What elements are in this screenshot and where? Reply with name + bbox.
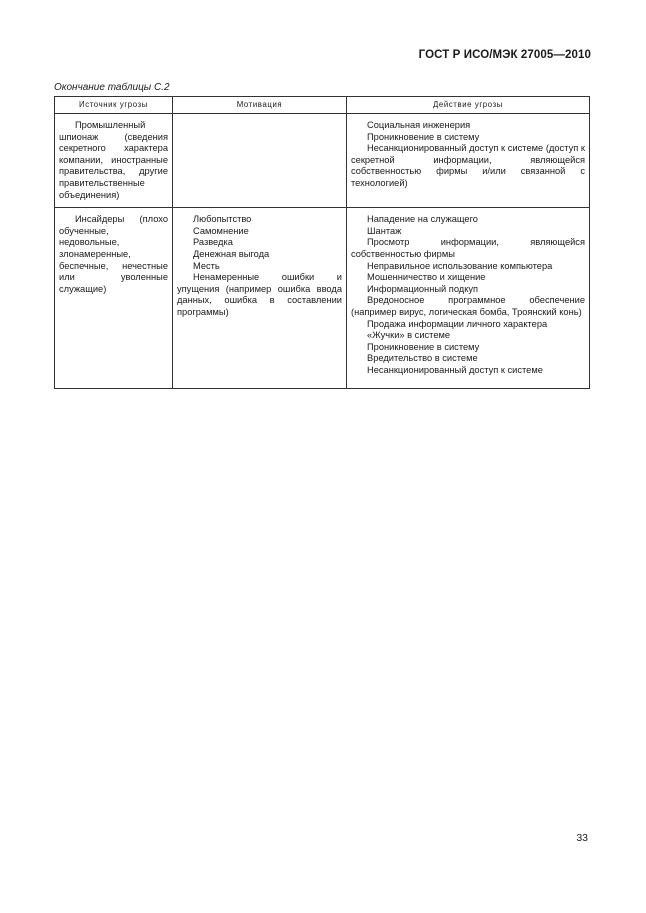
column-header-motivation: Мотивация (173, 97, 347, 114)
cell-actions (347, 208, 590, 389)
action-item: Шантаж (367, 225, 402, 236)
source-text: Промышленный шпионаж (сведения секретного характера компании, иностранные правительства, другие правительственные объединения) (59, 120, 168, 200)
document-standard-code: ГОСТ Р ИСО/МЭК 27005—2010 (418, 49, 591, 61)
motivation-item: Ненамеренные ошибки и упущения (например ошибка ввода данных, ошибка в составлении программы) (177, 272, 342, 317)
cell-source (55, 114, 173, 208)
motivation-item: Разведка (193, 237, 233, 248)
cell-source (55, 208, 173, 389)
threat-sources-table (54, 96, 590, 389)
source-text: Инсайдеры (плохо обученные, недовольные, злонамеренные, беспечные, нечестные или уволенные служащие) (59, 214, 168, 294)
action-item: Продажа информации личного характера (367, 318, 548, 329)
action-item: Социальная инженерия (367, 120, 471, 130)
action-item: Несанкционированный доступ к системе (367, 364, 543, 375)
action-item: Мошенничество и хищение (367, 272, 486, 283)
action-item: Вредоносное программное обеспечение (например вирус, логическая бомба, Троянский конь) (351, 295, 585, 317)
action-item: Проникновение в систему (367, 131, 480, 142)
action-item: Нападение на служащего (367, 214, 478, 225)
action-item: Вредительство в системе (367, 353, 478, 364)
motivation-item: Самомнение (193, 225, 249, 236)
motivation-item: Денежная выгода (193, 248, 270, 259)
motivation-item: Месть (193, 260, 220, 271)
action-item: Информационный подкуп (367, 283, 479, 294)
table-row (55, 114, 590, 208)
cell-motivation (173, 208, 347, 389)
action-item: Несанкционированный доступ к системе (доступ к секретной информации, являющейся собственностью фирмы и/или связанной с технологией) (351, 143, 585, 188)
page-number: 33 (576, 832, 588, 844)
table-row (55, 208, 590, 389)
column-header-source: Источник угрозы (55, 97, 173, 114)
action-item: Неправильное использование компьютера (367, 260, 553, 271)
cell-motivation (173, 114, 347, 208)
action-item: «Жучки» в системе (367, 330, 451, 341)
action-item: Просмотр информации, являющейся собственностью фирмы (351, 237, 585, 259)
action-item: Проникновение в систему (367, 341, 480, 352)
table-caption: Окончание таблицы С.2 (54, 82, 170, 93)
column-header-action: Действие угрозы (347, 97, 590, 114)
motivation-item: Любопытство (193, 214, 252, 225)
table-header-row (55, 97, 590, 114)
cell-actions (347, 114, 590, 208)
